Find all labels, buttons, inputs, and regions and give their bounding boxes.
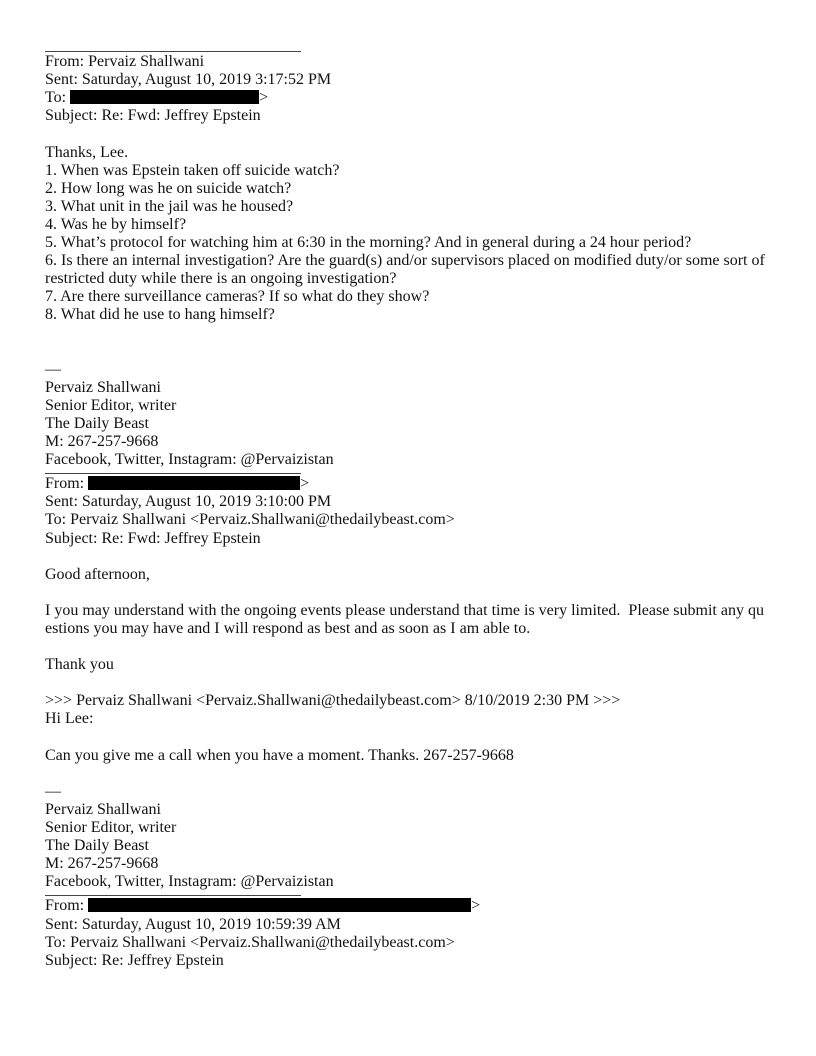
email2-body: estions you may have and I will respond as best and as soon as I am able to. <box>45 620 531 637</box>
email2-sent: Sent: Saturday, August 10, 2019 3:10:00 PM <box>45 493 332 511</box>
from-suffix: > <box>300 475 310 493</box>
signature-line: The Daily Beast <box>45 414 149 432</box>
from-label: From: <box>45 475 85 493</box>
question: 1. When was Epstein taken off suicide watch? <box>45 161 340 179</box>
signature-line: The Daily Beast <box>45 837 149 855</box>
signature-line: Pervaiz Shallwani <box>45 378 161 396</box>
question: 6. Is there an internal investigation? Are the guard(s) and/or supervisors placed on modified duty/or some sort of <box>45 252 765 270</box>
from-suffix: > <box>471 897 481 915</box>
email3-to: To: Pervaiz Shallwani <Pervaiz.Shallwani@thedailybeast.com> <box>45 933 455 951</box>
question: 3. What unit in the jail was he housed? <box>45 197 294 215</box>
signature-line: M: 267-257-9668 <box>45 855 159 873</box>
email1-sent: Sent: Saturday, August 10, 2019 3:17:52 PM <box>45 71 332 89</box>
email2-body: I you may understand with the ongoing events please understand that time is very limited. Please submit any qu <box>45 601 764 619</box>
signature-line: Facebook, Twitter, Instagram: @Pervaizistan <box>45 873 334 891</box>
quoted-greeting: Hi Lee: <box>45 710 94 728</box>
email1-subject: Subject: Re: Fwd: Jeffrey Epstein <box>45 107 261 125</box>
signature-line: — <box>45 360 61 378</box>
question: 7. Are there surveillance cameras? If so what do they show? <box>45 288 430 306</box>
to-suffix: > <box>259 89 269 107</box>
question: 8. What did he use to hang himself? <box>45 306 275 324</box>
email3-from <box>45 897 785 915</box>
question: 2. How long was he on suicide watch? <box>45 179 292 197</box>
signature-line: Senior Editor, writer <box>45 819 177 837</box>
signature-line: Senior Editor, writer <box>45 396 177 414</box>
separator <box>45 35 785 53</box>
signature-line: — <box>45 782 61 800</box>
email2-subject: Subject: Re: Fwd: Jeffrey Epstein <box>45 529 261 547</box>
question: 4. Was he by himself? <box>45 215 187 233</box>
signature-line: Pervaiz Shallwani <box>45 800 161 818</box>
email2-closing: Thank you <box>45 656 114 674</box>
email-document <box>45 35 785 970</box>
email3-subject: Subject: Re: Jeffrey Epstein <box>45 951 224 969</box>
redaction-box <box>88 476 300 490</box>
question: restricted duty while there is an ongoing investigation? <box>45 270 397 288</box>
email3-sent: Sent: Saturday, August 10, 2019 10:59:39 AM <box>45 915 341 933</box>
separator <box>45 469 785 475</box>
from-label: From: <box>45 897 85 915</box>
signature-line: Facebook, Twitter, Instagram: @Pervaizistan <box>45 451 334 469</box>
email1-greeting: Thanks, Lee. <box>45 143 129 161</box>
email1-from: From: Pervaiz Shallwani <box>45 53 205 71</box>
separator <box>45 891 785 897</box>
signature-line: M: 267-257-9668 <box>45 433 159 451</box>
quoted-body: Can you give me a call when you have a moment. Thanks. 267-257-9668 <box>45 746 514 764</box>
email1-to <box>45 89 785 107</box>
redaction-box <box>88 898 471 912</box>
to-label: To: <box>45 89 67 107</box>
email2-from <box>45 475 785 493</box>
quoted-header: >>> Pervaiz Shallwani <Pervaiz.Shallwani@thedailybeast.com> 8/10/2019 2:30 PM >>> <box>45 692 621 710</box>
email2-greeting: Good afternoon, <box>45 565 150 583</box>
email2-to: To: Pervaiz Shallwani <Pervaiz.Shallwani@thedailybeast.com> <box>45 511 455 529</box>
question: 5. What’s protocol for watching him at 6:30 in the morning? And in general during a 24 hour period? <box>45 234 692 252</box>
redaction-box <box>70 90 259 104</box>
